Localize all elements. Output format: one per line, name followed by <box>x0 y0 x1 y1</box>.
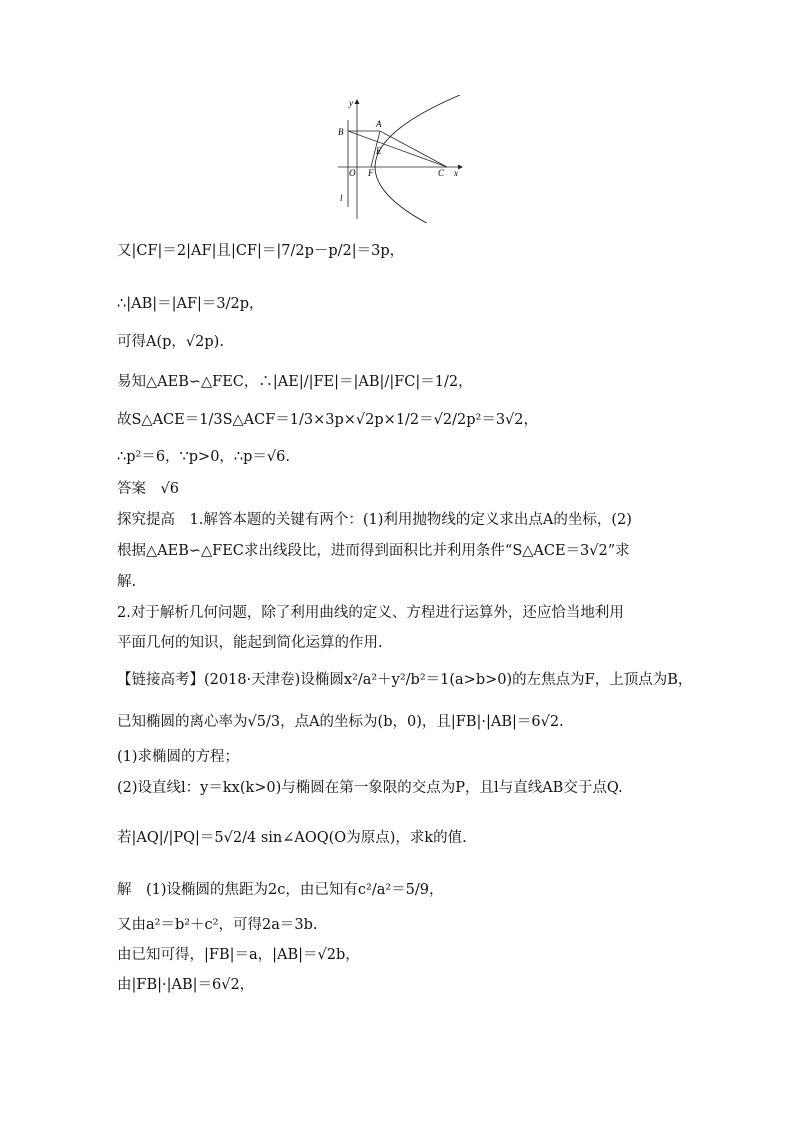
label-y: y <box>349 98 353 108</box>
remark-line-3: 解. <box>117 574 137 590</box>
solution-line-4: 易知△AEB∽△FEC，∴|AE|/|FE|＝|AB|/|FC|＝1/2， <box>117 374 473 390</box>
answer-line: 答案 √6 <box>117 481 179 497</box>
label-C: C <box>438 168 445 178</box>
y-axis-arrow <box>355 99 360 104</box>
label-B: B <box>338 127 344 137</box>
solution-line-3: 可得A(p，√2p). <box>117 334 224 350</box>
problem-line-5: 若|AQ|/|PQ|＝5√2/4 sin∠AOQ(O为原点)，求k的值. <box>117 830 467 846</box>
problem-line-2: 已知椭圆的离心率为√5/3，点A的坐标为(b，0)，且|FB|·|AB|＝6√2. <box>117 714 564 730</box>
problem-line-1: 【链接高考】(2018·天津卷)设椭圆x²/a²＋y²/b²＝1(a>b>0)的左焦点为F，上顶点为B， <box>117 672 693 688</box>
label-O: O <box>349 168 356 178</box>
label-E: E <box>376 146 382 156</box>
remark-line-1: 探究提高 1.解答本题的关键有两个：(1)利用抛物线的定义求出点A的坐标，(2) <box>117 512 632 528</box>
answer-solution-line-3: 由已知可得，|FB|＝a，|AB|＝√2b， <box>117 947 360 963</box>
label-x: x <box>454 168 458 178</box>
problem-line-4: (2)设直线l：y＝kx(k>0)与椭圆在第一象限的交点为P，且l与直线AB交于点Q. <box>117 780 623 796</box>
remark-line-4: 2.对于解析几何问题，除了利用曲线的定义、方程进行运算外，还应恰当地利用 <box>117 605 624 621</box>
solution-line-5: 故S△ACE＝1/3S△ACF＝1/3×3p×√2p×1/2＝√2/2p²＝3√2， <box>117 412 539 428</box>
label-A: A <box>376 119 382 129</box>
solution-line-6: ∴p²＝6，∵p>0，∴p＝√6. <box>117 449 291 465</box>
remark-line-5: 平面几何的知识，能起到简化运算的作用. <box>117 635 383 651</box>
answer-solution-line-1: 解 (1)设椭圆的焦距为2c，由已知有c²/a²＝5/9， <box>117 882 444 898</box>
segment-AC <box>380 131 447 167</box>
label-l: l <box>340 193 343 203</box>
answer-solution-line-4: 由|FB|·|AB|＝6√2， <box>117 977 255 993</box>
parabola-curve <box>375 95 460 223</box>
solution-line-1: 又|CF|＝2|AF|且|CF|＝|7/2p－p/2|＝3p， <box>117 243 405 259</box>
label-F: F <box>368 168 374 178</box>
segment-BC <box>348 131 447 167</box>
problem-line-3: (1)求椭圆的方程； <box>117 749 240 765</box>
answer-solution-line-2: 又由a²＝b²＋c²，可得2a＝3b. <box>117 917 318 933</box>
solution-line-2: ∴|AB|＝|AF|＝3/2p， <box>117 296 264 312</box>
parabola-figure <box>330 95 465 223</box>
remark-line-2: 根据△AEB∽△FEC求出线段比，进而得到面积比并利用条件“S△ACE＝3√2”求 <box>117 543 630 559</box>
x-axis-arrow <box>458 165 463 170</box>
